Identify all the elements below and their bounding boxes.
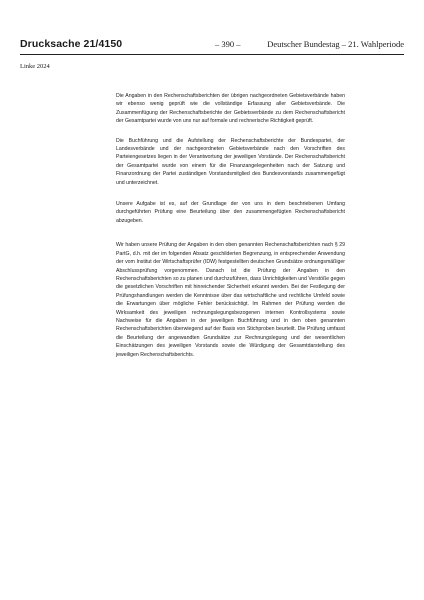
legislative-period: Deutscher Bundestag – 21. Wahlperiode — [267, 39, 404, 49]
paragraph: Unsere Aufgabe ist es, auf der Grundlage der von uns in dem beschriebenen Umfang durchgeführten Prüfung eine Beurteilung über den zusammengefügten Rechenschaftsbericht abzugeben. — [116, 201, 345, 224]
document-body — [116, 92, 345, 370]
paragraph: Wir haben unsere Prüfung der Angaben in den oben genannten Rechenschaftsberichten nach § 29 PartG, d.h. mit der im folgenden Absatz geschilderten Begrenzung, in entsprechender Anwendung der vom Institut der Wirtschaftsprüfer (IDW) festgestellten deutschen Grundsätze ordnungsmäßiger Abschlussprüfung vorgenommen. Danach ist die Prüfung der Angaben in den Rechenschaftsberichten so zu planen und durchzuführen, dass Unrichtigkeiten und Verstöße gegen die gesetzlichen Vorschriften mit hinreichender Sicherheit erkannt werden. Bei der Festlegung der Prüfungshandlungen werden die Kenntnisse über das wirtschaftliche und rechtliche Umfeld sowie die Erwartungen über mögliche Fehler berücksichtigt. Im Rahmen der Prüfung werden die Wirksamkeit des jeweiligen rechnungslegungsbezogenen internen Kontrollsystems sowie Nachweise für die Angaben in der jeweiligen Buchführung und in den oben genannten Rechenschaftsberichten überwiegend auf der Basis von Stichproben beurteilt. Die Prüfung umfasst die Beurteilung der angewandten Grundsätze zur Rechnungslegung und der wesentlichen Einschätzungen des jeweiligen Vorstands sowie die Würdigung der Gesamtdarstellung des jeweiligen Rechenschaftsberichts. — [116, 242, 345, 358]
paragraph: Die Angaben in den Rechenschaftsberichten der übrigen nachgeordneten Gebietsverbände haben wir ebenso wenig geprüft wie die vollständige Erfassung aller Gebietsverbände. Die Zusammenfügung der Rechenschaftsberichte der Gebietsverbände zu dem Rechenschaftsbericht der Gesamtpartei wurde von uns nur auf formale und rechnerische Richtigkeit geprüft. — [116, 93, 345, 125]
paragraph: Die Buchführung und die Aufstellung der Rechenschaftsberichte der Bundespartei, der Landesverbände und der nachgeordneten Gebietsverbände nach den Vorschriften des Parteiengesetzes liegen in der Verantwortung der jeweiligen Vorstände. Der Rechenschaftsbericht der Gesamtpartei wurde von einem für die Finanzangelegenheiten nach der Satzung und Finanzordnung der Partei zuständigen Vorstandsmitglied des Bundesvorstands zusammengefügt und unterzeichnet. — [116, 137, 345, 186]
page-number: – 390 – — [215, 39, 241, 49]
document-number: Drucksache 21/4150 — [20, 38, 123, 50]
page-header — [20, 38, 404, 55]
document-stamp: Linke 2024 — [20, 63, 50, 70]
